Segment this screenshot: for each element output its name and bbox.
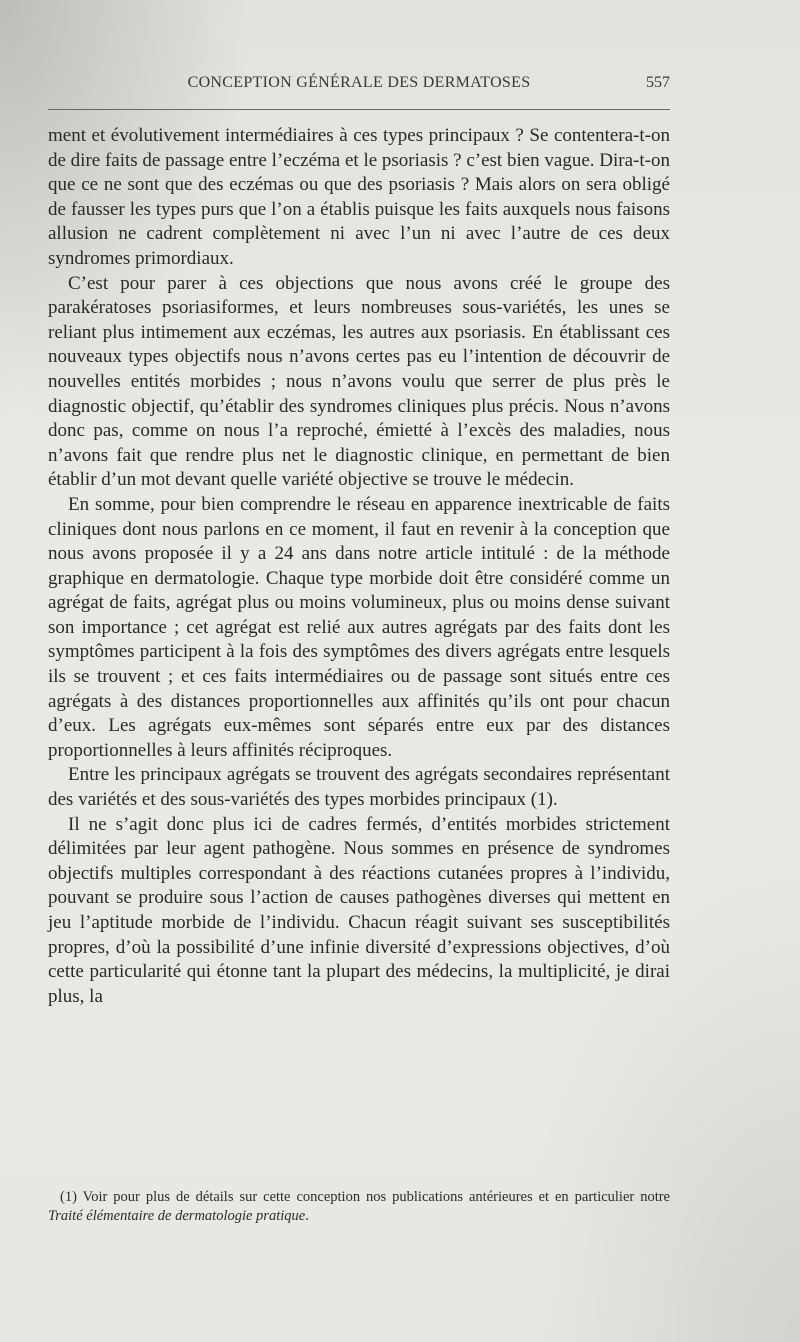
footnote-book-title: Traité élémentaire de dermatologie pratique	[48, 1208, 306, 1224]
footnote-end: .	[305, 1208, 309, 1224]
footnote	[48, 1188, 670, 1226]
paragraph-2: C’est pour parer à ces objections que nous avons créé le groupe des parakératoses psoriasiformes, et leurs nombreuses sous-variétés, les unes se reliant plus intimement aux eczémas, les autres aux psoriasis. En établissant ces nouveaux types objectifs nous n’avons certes pas eu l’intention de découvrir de nouvelles entités morbides ; nous n’avons voulu que serrer de plus près le diagnostic objectif, qu’établir des syndromes cliniques plus précis. Nous n’avons donc pas, comme on nous l’a reproché, émietté à l’excès des maladies, nous n’avons fait que rendre plus net le diagnostic clinique, en permettant de bien établir d’un mot devant quelle variété objective se trouve le médecin.	[48, 272, 670, 491]
paragraph-3: En somme, pour bien comprendre le réseau en apparence inextricable de faits cliniques dont nous parlons en ce moment, il faut en revenir à la conception que nous avons proposée il y a 24 ans dans notre article intitulé : de la méthode graphique en dermatologie. Chaque type morbide doit être considéré comme un agrégat de faits, agrégat plus ou moins volumineux, plus ou moins dense suivant son importance ; cet agrégat est relié aux autres agrégats par des faits dont les symptômes participent à la fois des symptômes des divers agrégats entre lesquels ils se trouvent ; et ces faits intermédiaires ou de passage sont situés entre ces agrégats à des distances proportionnelles aux affinités qu’ils ont pour chacun d’eux. Les agrégats eux-mêmes sont séparés entre eux par des distances proportionnelles à leurs affinités réciproques.	[48, 493, 670, 761]
paragraph-4: Entre les principaux agrégats se trouvent des agrégats secondaires représentant des variétés et des sous-variétés des types morbides principaux (1).	[48, 764, 670, 811]
header-rule	[48, 109, 670, 110]
page-number: 557	[646, 74, 670, 91]
paragraph-5: Il ne s’agit donc plus ici de cadres fermés, d’entités morbides strictement délimitées par leur agent pathogène. Nous sommes en présence de syndromes objectifs multiples correspondant à des réactions cutanées propres à l’individu, pouvant se produire sous l’action de causes pathogènes diverses qui mettent en jeu l’aptitude morbide de l’individu. Chacun réagit suivant ses susceptibilités propres, d’où la possibilité d’une infinie diversité d’expressions objectives, d’où cette particularité qui étonne tant la plupart des médecins, la multiplicité, je dirai plus, la	[48, 813, 670, 1007]
running-head	[48, 74, 670, 100]
paragraph-1: ment et évolutivement intermédiaires à ces types principaux ? Se contentera-t-on de dire faits de passage entre l’eczéma et le psoriasis ? c’est bien vague. Dira-t-on que ce ne sont que des eczémas ou que des psoriasis ? Mais alors on sera obligé de fausser les types purs que l’on a établis puisque les faits auxquels nous faisons allusion ne cadrent complètement ni avec l’un ni avec l’autre de ces deux syndromes primordiaux.	[48, 125, 670, 269]
running-title: CONCEPTION GÉNÉRALE DES DERMATOSES	[187, 74, 531, 91]
footnote-text: (1) Voir pour plus de détails sur cette conception nos publications antérieures et en particulier notre	[60, 1189, 670, 1205]
body-text	[48, 124, 670, 1009]
